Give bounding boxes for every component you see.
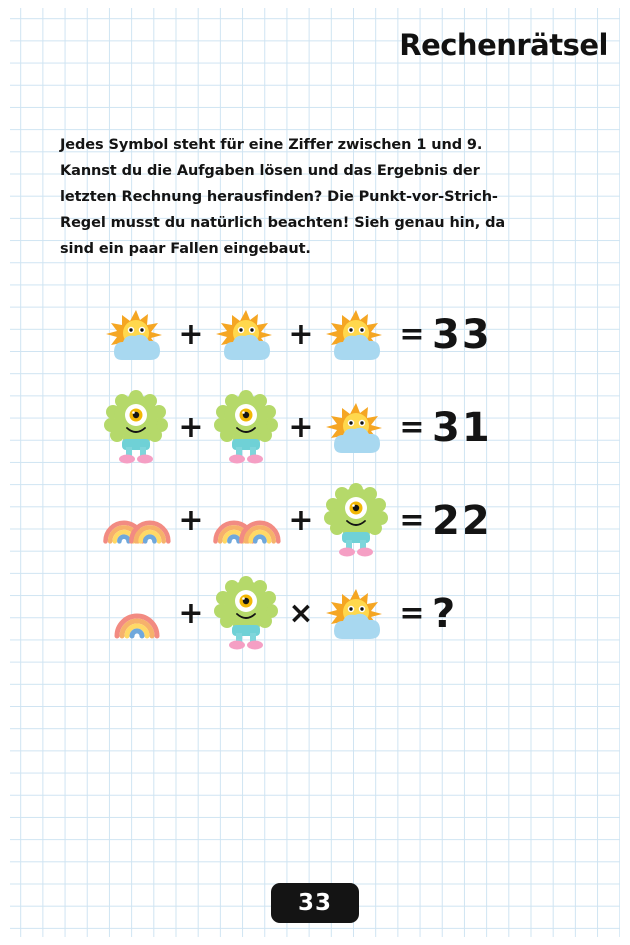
equals-sign: =	[399, 410, 425, 445]
equation-result: 31	[432, 404, 492, 451]
page-margin-top	[0, 0, 630, 8]
operator: +	[178, 316, 204, 352]
operator: ×	[288, 595, 314, 631]
equation-row	[0, 381, 630, 474]
equation-list	[0, 288, 630, 660]
sun-cloud-icon	[320, 575, 392, 653]
equation-result: 33	[432, 311, 492, 358]
sun-cloud-icon	[320, 389, 392, 467]
equation-result: ?	[432, 590, 458, 637]
operator: +	[288, 409, 314, 445]
equation-result: 22	[432, 497, 492, 544]
flower-monster-icon	[210, 389, 282, 467]
rainbow-icon	[100, 482, 172, 560]
equation-row	[0, 567, 630, 660]
flower-monster-icon	[100, 389, 172, 467]
equation-row	[0, 474, 630, 567]
sun-cloud-icon	[100, 296, 172, 374]
rainbow-icon	[210, 482, 282, 560]
page-title: Rechenrätsel	[399, 28, 608, 62]
operator: +	[178, 409, 204, 445]
sun-cloud-icon	[320, 296, 392, 374]
equals-sign: =	[399, 596, 425, 631]
operator: +	[178, 502, 204, 538]
operator: +	[288, 316, 314, 352]
operator: +	[288, 502, 314, 538]
flower-monster-icon	[210, 575, 282, 653]
rainbow-icon	[100, 575, 172, 653]
intro-text: Jedes Symbol steht für eine Ziffer zwischen 1 und 9. Kannst du die Aufgaben lösen und das Ergebnis der letzten Rechnung herausfinden? Die Punkt-vor-Strich-Regel musst du natürlich beachten! Sieh genau hin, da sind ein paar Fallen eingebaut.	[60, 137, 506, 257]
equation-row	[0, 288, 630, 381]
equals-sign: =	[399, 317, 425, 352]
flower-monster-icon	[320, 482, 392, 560]
equals-sign: =	[399, 503, 425, 538]
sun-cloud-icon	[210, 296, 282, 374]
operator: +	[178, 595, 204, 631]
page-number: 33	[271, 883, 359, 923]
page-margin-bottom	[0, 937, 630, 945]
